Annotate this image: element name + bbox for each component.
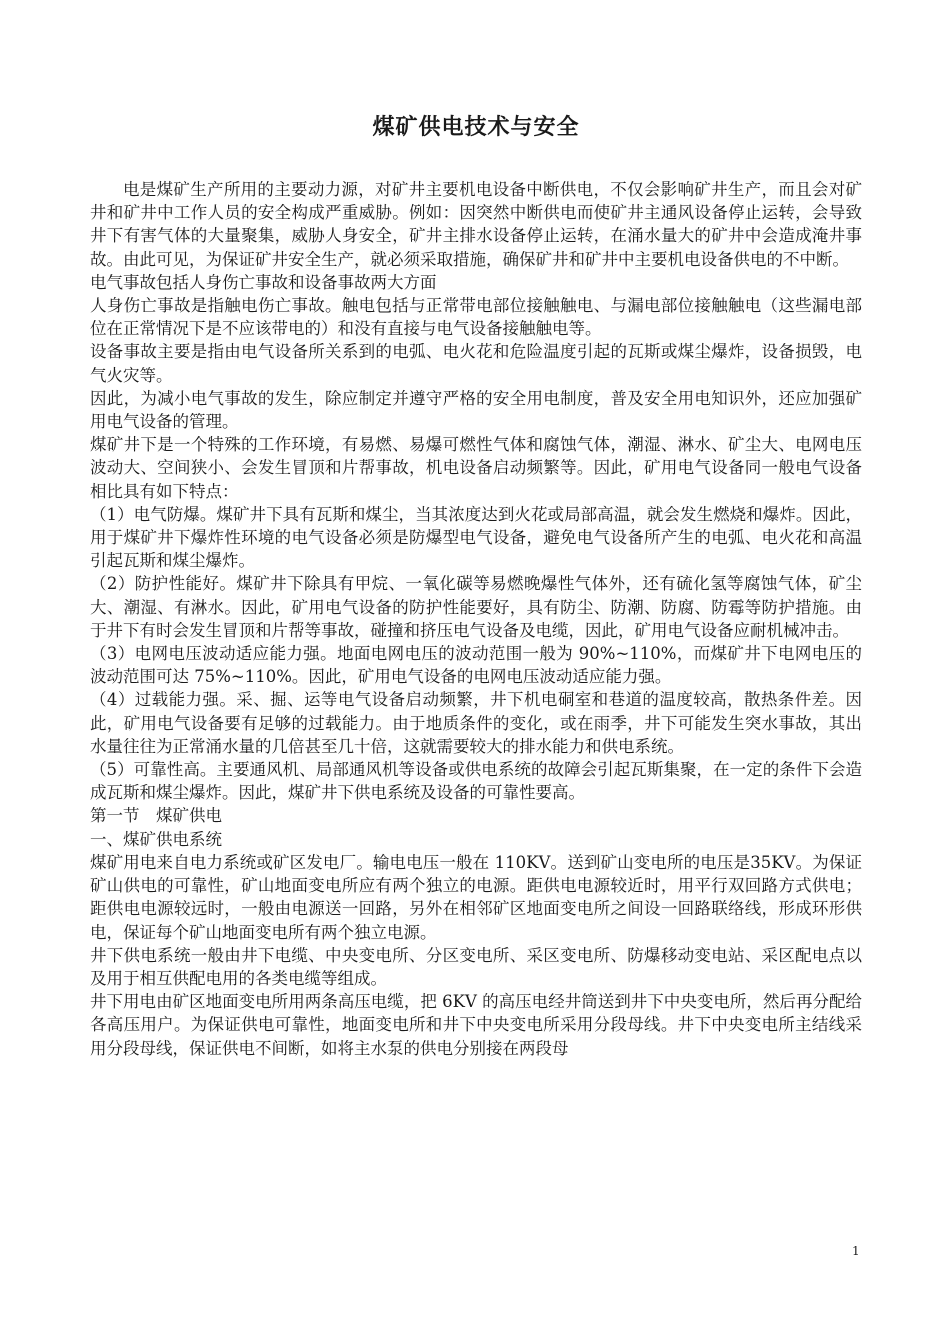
paragraph-feature-5: （5）可靠性高。主要通风机、局部通风机等设备或供电系统的故障会引起瓦斯集聚，在一定的条件下会造成瓦斯和煤尘爆炸。因此，煤矿井下供电系统及设备的可靠性要高。 (90, 760, 862, 803)
paragraph-power-source: 煤矿用电来自电力系统或矿区发电厂。输电电压一般在 110KV。送到矿山变电所的电压是35KV。为保证矿山供电的可靠性，矿山地面变电所应有两个独立的电源。距供电电源较近时，用平行双回路方式供电；距供电电源较远时，一般由电源送一回路，另外在相邻矿区地面变电所之间设一回路联络线，形成环形供电，保证每个矿山地面变电所有两个独立电源。 (90, 852, 862, 942)
paragraph-underground-supply: 井下用电由矿区地面变电所用两条高压电缆，把 6KV 的高压电经井筒送到井下中央变电所，然后再分配给各高压用户。为保证供电可靠性，地面变电所和井下中央变电所采用分段母线。井下中央变电所主结线采用分段母线，保证供电不间断，如将主水泵的供电分别接在两段母 (90, 992, 862, 1058)
paragraph-accident-types: 电气事故包括人身伤亡事故和设备事故两大方面 (90, 272, 437, 292)
paragraph-intro: 电是煤矿生产所用的主要动力源，对矿井主要机电设备中断供电，不仅会影响矿井生产，而且会对矿井和矿井中工作人员的安全构成严重威胁。例如：因突然中断供电而使矿井主通风设备停止运转，会导致井下有害气体的大量聚集，威胁人身安全，矿井主排水设备停止运转，在涌水量大的矿井中会造成淹井事故。由此可见，为保证矿井安全生产，就必须采取措施，确保矿井和矿井中主要机电设备供电的不中断。 (90, 180, 862, 269)
paragraph-environment: 煤矿井下是一个特殊的工作环境，有易燃、易爆可燃性气体和腐蚀气体，潮湿、淋水、矿尘大、电网电压波动大、空间狭小、会发生冒顶和片帮事故，机电设备启动频繁等。因此，矿用电气设备同一般电气设备相比具有如下特点： (90, 435, 862, 501)
paragraph-equipment-accident: 设备事故主要是指由电气设备所关系到的电弧、电火花和危险温度引起的瓦斯或煤尘爆炸，设备损毁，电气火灾等。 (90, 342, 862, 385)
paragraph-underground-system: 井下供电系统一般由井下电缆、中央变电所、分区变电所、采区变电所、防爆移动变电站、采区配电点以及用于相互供配电用的各类电缆等组成。 (90, 945, 862, 988)
paragraph-feature-2: （2）防护性能好。煤矿井下除具有甲烷、一氧化碳等易燃晚爆性气体外，还有硫化氢等腐蚀气体，矿尘大、潮湿、有淋水。因此，矿用电气设备的防护性能要好，具有防尘、防潮、防腐、防霉等防护措施。由于井下有时会发生冒顶和片帮等事故，碰撞和挤压电气设备及电缆，因此，矿用电气设备应耐机械冲击。 (90, 574, 862, 640)
document-page (90, 112, 862, 1060)
paragraph-personal-accident: 人身伤亡事故是指触电伤亡事故。触电包括与正常带电部位接触触电、与漏电部位接触触电（这些漏电部位在正常情况下是不应该带电的）和没有直接与电气设备接触触电等。 (90, 296, 862, 339)
paragraph-feature-4: （4）过载能力强。采、掘、运等电气设备启动频繁，井下机电硐室和巷道的温度较高，散热条件差。因此，矿用电气设备要有足够的过载能力。由于地质条件的变化，或在雨季，井下可能发生突水事故，其出水量往往为正常涌水量的几倍甚至几十倍，这就需要较大的排水能力和供电系统。 (90, 690, 862, 756)
paragraph-feature-3: （3）电网电压波动适应能力强。地面电网电压的波动范围一般为 90%~110%，而煤矿井下电网电压的波动范围可达 75%~110%。因此，矿用电气设备的电网电压波动适应能力强。 (90, 644, 862, 687)
section-heading: 第一节 煤矿供电 (90, 806, 222, 826)
document-title: 煤矿供电技术与安全 (372, 114, 580, 140)
paragraph-feature-1: （1）电气防爆。煤矿井下具有瓦斯和煤尘，当其浓度达到火花或局部高温，就会发生燃烧和爆炸。因此，用于煤矿井下爆炸性环境的电气设备必须是防爆型电气设备，避免电气设备所产生的电弧、电火花和高温引起瓦斯和煤尘爆炸。 (90, 504, 862, 571)
subsection-heading: 一、煤矿供电系统 (90, 829, 222, 849)
page-number: 1 (852, 1244, 860, 1258)
paragraph-management: 因此，为减小电气事故的发生，除应制定并遵守严格的安全用电制度，普及安全用电知识外，还应加强矿用电气设备的管理。 (90, 388, 862, 432)
